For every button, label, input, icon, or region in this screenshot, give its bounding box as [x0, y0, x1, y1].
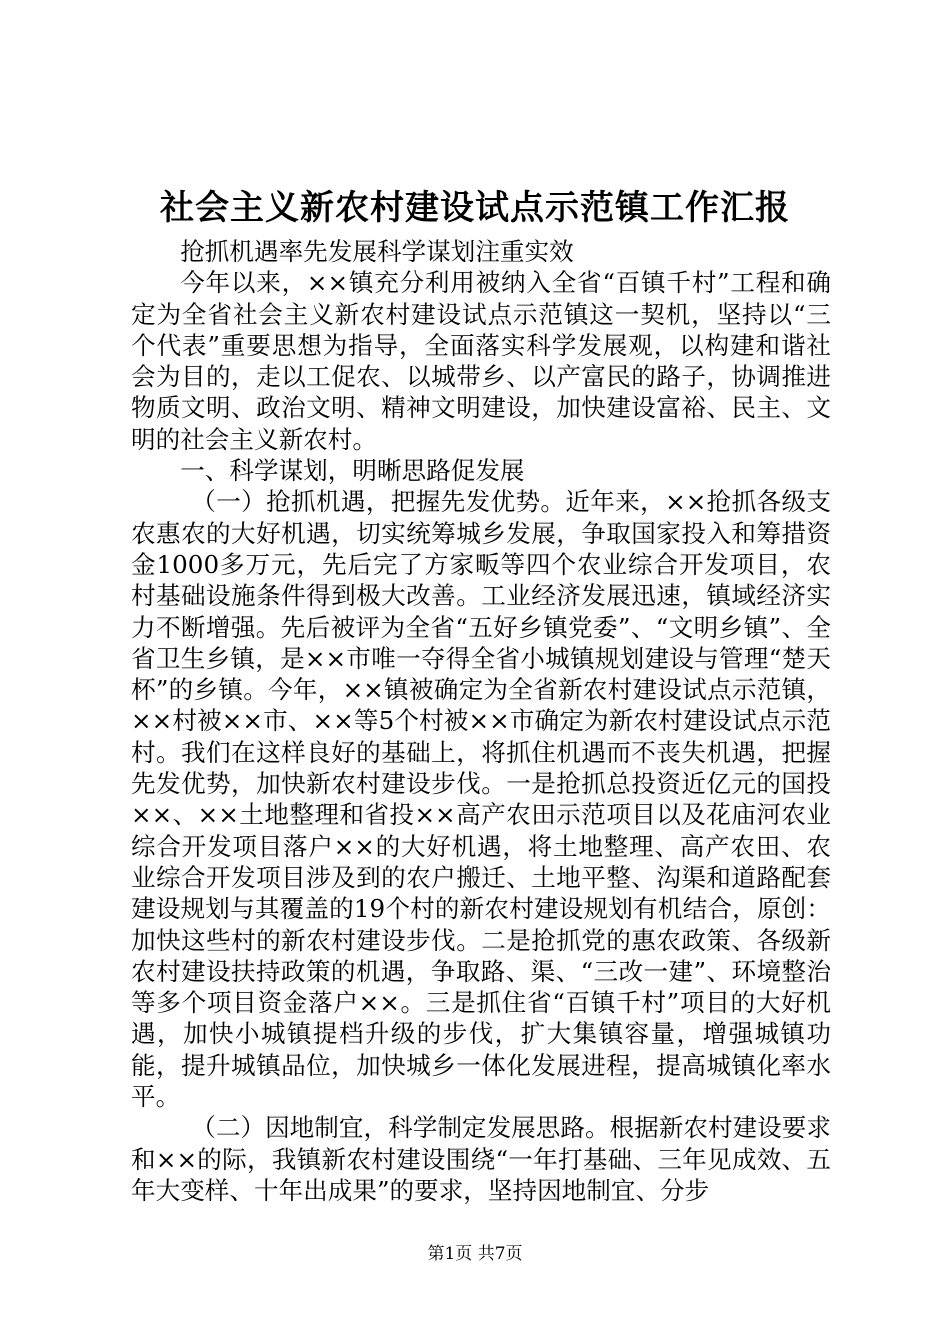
document-title: 社会主义新农村建设试点示范镇工作汇报 [160, 188, 790, 228]
body-paragraph-2: （二）因地制宜，科学制定发展思路。根据新农村建设要求和××的际，我镇新农村建设围绕“一年打基础、三年见成效、五年大变样、十年出成果”的要求，坚持因地制宜、分步 [131, 1113, 831, 1205]
body-paragraph-1: （一）抢抓机遇，把握先发优势。近年来，××抢抓各级支农惠农的大好机遇，切实统筹城乡发展，争取国家投入和筹措资金1000多万元，先后完了方家畈等四个农业综合开发项目，农村基础设施条件得到极大改善。工业经济发展迅速，镇域经济实力不断增强。先后被评为全省“五好乡镇党委”、“文明乡镇”、全省卫生乡镇，是××市唯一夺得全省小城镇规划建设与管理“楚天杯”的乡镇。今年，××镇被确定为全省新农村建设试点示范镇，××村被××市、××等5个村被××市确定为新农村建设试点示范村。我们在这样良好的基础上，将抓住机遇而不丧失机遇，把握先发优势，加快新农村建设步伐。一是抢抓总投资近亿元的国投××、××土地整理和省投××高产农田示范项目以及花庙河农业综合开发项目落户××的大好机遇，将土地整理、高产农田、农业综合开发项目涉及到的农户搬迁、土地平整、沟渠和道路配套建设规划与其覆盖的19个村的新农村建设规划有机结合，原创：加快这些村的新农村建设步伐。二是抢抓党的惠农政策、各级新农村建设扶持政策的机遇，争取路、渠、“三改一建”、环境整治等多个项目资金落户××。三是抓住省“百镇千村”项目的大好机遇，加快小城镇提档升级的步伐，扩大集镇容量，增强城镇功能，提升城镇品位，加快城乡一体化发展进程，提高城镇化率水平。 [131, 487, 831, 1112]
document-body [131, 236, 831, 1206]
section-heading: 一、科学谋划，明晰思路促发展 [180, 456, 525, 486]
intro-paragraph: 今年以来，××镇充分利用被纳入全省“百镇千村”工程和确定为全省社会主义新农村建设试点示范镇这一契机，坚持以“三个代表”重要思想为指导，全面落实科学发展观，以构建和谐社会为目的，走以工促农、以城带乡、以产富民的路子，协调推进物质文明、政治文明、精神文明建设，加快建设富裕、民主、文明的社会主义新农村。 [131, 268, 831, 454]
subtitle-paragraph: 抢抓机遇率先发展科学谋划注重实效 [180, 237, 574, 266]
page-footer: 第1页 共7页 [427, 1244, 523, 1264]
